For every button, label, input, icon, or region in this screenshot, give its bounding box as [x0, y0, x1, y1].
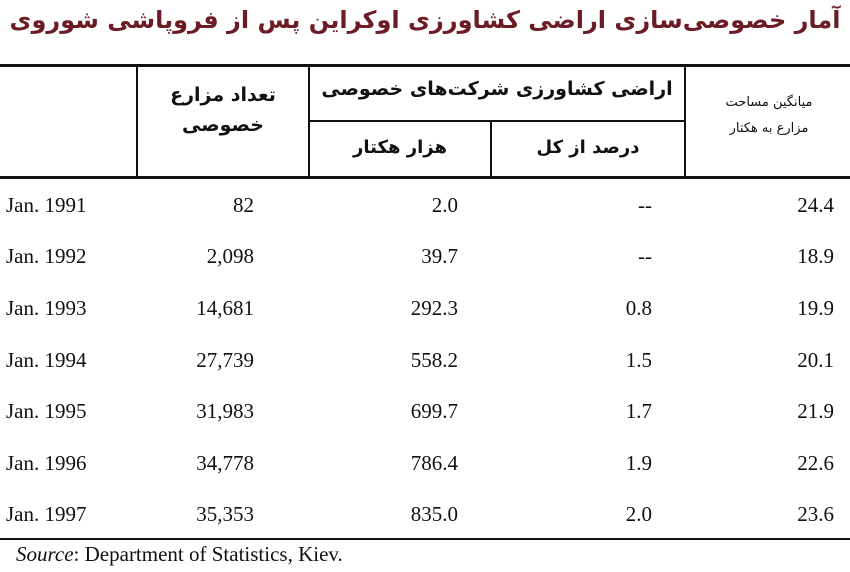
cell-percent: 1.7 — [625, 399, 652, 423]
header-percent-total: درصد از کل — [536, 137, 640, 158]
cell-farms: 35,353 — [196, 502, 254, 526]
table-row — [0, 182, 850, 228]
cell-thousand-ha: 2.0 — [431, 193, 458, 217]
cell-avg: 18.9 — [797, 244, 834, 268]
cell-percent: -- — [638, 244, 652, 268]
divider-1 — [136, 66, 138, 176]
header-avg-area-line2: مزارع به هکتار — [729, 121, 809, 136]
header-farms-count-line1: تعداد مزارع — [170, 84, 276, 106]
source-label: Source — [16, 542, 74, 566]
cell-percent: 1.5 — [625, 348, 652, 372]
source-text: : Department of Statistics, Kiev. — [73, 542, 343, 566]
cell-thousand-ha: 292.3 — [410, 296, 458, 320]
cell-farms: 14,681 — [196, 296, 254, 320]
table-row — [0, 337, 850, 383]
cell-percent: 2.0 — [625, 502, 652, 526]
cell-avg: 22.6 — [797, 451, 834, 475]
top-rule — [0, 64, 850, 67]
source-note — [16, 542, 343, 567]
cell-date: Jan. 1996 — [6, 451, 87, 475]
cell-avg: 23.6 — [797, 502, 834, 526]
cell-percent: 1.9 — [625, 451, 652, 475]
table-row — [0, 440, 850, 486]
cell-avg: 24.4 — [797, 193, 834, 217]
divider-4 — [684, 66, 686, 176]
cell-thousand-ha: 699.7 — [410, 399, 458, 423]
header-farms-count — [140, 80, 306, 140]
cell-farms: 34,778 — [196, 451, 254, 475]
cell-date: Jan. 1997 — [6, 502, 87, 526]
header-bottom-rule — [0, 176, 850, 179]
cell-farms: 82 — [233, 193, 254, 217]
table-row — [0, 285, 850, 331]
cell-thousand-ha: 786.4 — [410, 451, 458, 475]
cell-avg: 20.1 — [797, 348, 834, 372]
cell-date: Jan. 1992 — [6, 244, 87, 268]
cell-avg: 19.9 — [797, 296, 834, 320]
cell-percent: 0.8 — [625, 296, 652, 320]
cell-farms: 2,098 — [206, 244, 254, 268]
cell-farms: 31,983 — [196, 399, 254, 423]
divider-2 — [308, 66, 310, 176]
cell-date: Jan. 1991 — [6, 193, 87, 217]
header-thousand-hectares: هزار هکتار — [353, 137, 447, 158]
cell-date: Jan. 1993 — [6, 296, 87, 320]
header-farms-count-line2: خصوصی — [182, 114, 264, 136]
header-avg-area-line1: میانگین مساحت — [725, 95, 813, 110]
bottom-rule — [0, 538, 850, 540]
cell-avg: 21.9 — [797, 399, 834, 423]
table-row — [0, 491, 850, 537]
table-row — [0, 388, 850, 434]
header-land-group: اراضی کشاورزی شرکت‌های خصوصی — [321, 78, 673, 100]
cell-thousand-ha: 835.0 — [410, 502, 458, 526]
cell-farms: 27,739 — [196, 348, 254, 372]
header-avg-area — [690, 90, 848, 142]
cell-date: Jan. 1995 — [6, 399, 87, 423]
table-row — [0, 233, 850, 279]
cell-date: Jan. 1994 — [6, 348, 87, 372]
cell-thousand-ha: 558.2 — [410, 348, 458, 372]
divider-3 — [490, 122, 492, 176]
subheader-rule — [310, 120, 684, 122]
cell-thousand-ha: 39.7 — [421, 244, 458, 268]
cell-percent: -- — [638, 193, 652, 217]
table-title: آمار خصوصی‌سازی اراضی کشاورزی اوکراین پس از فروپاشی شوروی — [9, 6, 841, 34]
